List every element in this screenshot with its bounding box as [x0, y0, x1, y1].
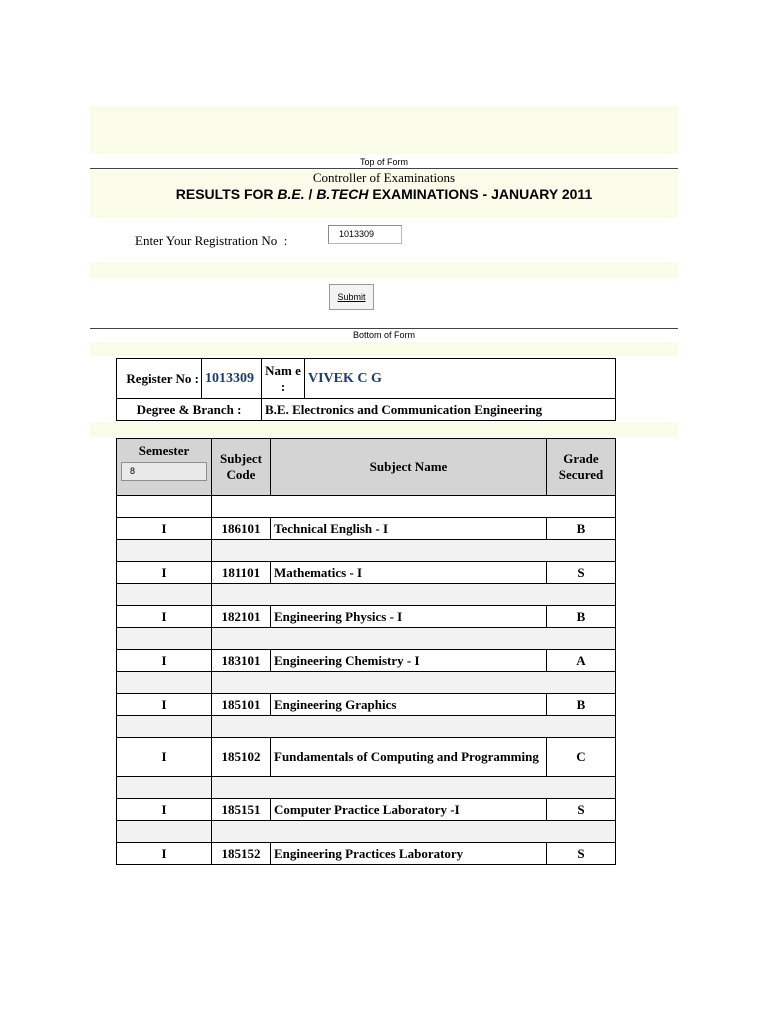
- grade-cell: A: [547, 650, 616, 672]
- subject-name-cell: Technical English - I: [271, 518, 547, 540]
- top-divider: [90, 168, 678, 169]
- subject-code-cell: 183101: [212, 650, 271, 672]
- subject-code-cell: 186101: [212, 518, 271, 540]
- table-row: [117, 799, 616, 821]
- semester-cell: I: [117, 606, 212, 628]
- subject-name-cell: Fundamentals of Computing and Programming: [271, 738, 547, 777]
- title-sep: /: [304, 186, 317, 202]
- spacer-cell: [117, 716, 212, 738]
- grade-cell: S: [547, 562, 616, 584]
- semester-cell: I: [117, 518, 212, 540]
- semester-select[interactable]: 8: [121, 462, 207, 481]
- table-row: [117, 843, 616, 865]
- grade-cell: B: [547, 694, 616, 716]
- spacer-row: [117, 628, 616, 650]
- student-info-table: [116, 358, 616, 421]
- degree-label: Degree & Branch :: [117, 399, 262, 421]
- degree-row: [117, 399, 616, 421]
- subject-code-cell: 185152: [212, 843, 271, 865]
- grade-header: Grade Secured: [547, 439, 616, 496]
- marks-table: [116, 438, 616, 865]
- page-title: [90, 186, 678, 202]
- table-row: [117, 650, 616, 672]
- subject-name-cell: Engineering Practices Laboratory: [271, 843, 547, 865]
- degree-value: B.E. Electronics and Communication Engineering: [262, 399, 616, 421]
- spacer-cell: [212, 628, 616, 650]
- marks-header-row: [117, 439, 616, 496]
- submit-button[interactable]: Submit: [329, 284, 374, 310]
- subject-name-cell: Engineering Physics - I: [271, 606, 547, 628]
- spacer-cell: [212, 821, 616, 843]
- title-btech: B.TECH: [316, 186, 369, 202]
- semester-cell: I: [117, 843, 212, 865]
- mid-band: [90, 262, 678, 278]
- subject-code-header: Subject Code: [212, 439, 271, 496]
- semester-cell: I: [117, 562, 212, 584]
- spacer-cell: [212, 716, 616, 738]
- spacer-cell: [212, 584, 616, 606]
- spacer-cell: [117, 496, 212, 518]
- spacer-row: [117, 496, 616, 518]
- grade-cell: B: [547, 606, 616, 628]
- spacer-cell: [117, 584, 212, 606]
- table-row: [117, 518, 616, 540]
- subject-code-cell: 181101: [212, 562, 271, 584]
- table-row: [117, 606, 616, 628]
- subject-code-cell: 182101: [212, 606, 271, 628]
- bottom-of-form-label: Bottom of Form: [352, 330, 415, 340]
- table-row: [117, 562, 616, 584]
- marks-body: [117, 496, 616, 865]
- grade-cell: B: [547, 518, 616, 540]
- title-suffix: EXAMINATIONS - JANUARY 2011: [368, 186, 593, 202]
- registration-label: Enter Your Registration No :: [135, 233, 288, 248]
- registration-input[interactable]: 1013309: [328, 225, 402, 244]
- title-be: B.E.: [277, 186, 305, 202]
- spacer-row: [117, 540, 616, 562]
- subject-code-cell: 185101: [212, 694, 271, 716]
- register-row: [117, 359, 616, 399]
- controller-title: Controller of Examinations: [312, 170, 456, 185]
- spacer-cell: [117, 777, 212, 799]
- spacer-cell: [117, 540, 212, 562]
- spacer-cell: [212, 777, 616, 799]
- register-no-value: 1013309: [202, 359, 262, 399]
- student-name: VIVEK C G: [305, 359, 616, 399]
- spacer-row: [117, 777, 616, 799]
- table-row: [117, 738, 616, 777]
- subject-name-header: Subject Name: [271, 439, 547, 496]
- spacer-cell: [212, 540, 616, 562]
- subject-name-cell: Computer Practice Laboratory -I: [271, 799, 547, 821]
- subject-code-cell: 185102: [212, 738, 271, 777]
- subject-name-cell: Engineering Chemistry - I: [271, 650, 547, 672]
- spacer-cell: [117, 821, 212, 843]
- spacer-row: [117, 672, 616, 694]
- semester-cell: I: [117, 738, 212, 777]
- spacer-row: [117, 716, 616, 738]
- spacer-cell: [212, 672, 616, 694]
- spacer-cell: [117, 672, 212, 694]
- spacer-cell: [212, 496, 616, 518]
- grade-cell: C: [547, 738, 616, 777]
- spacer-row: [117, 584, 616, 606]
- semester-header: [117, 439, 212, 496]
- semester-cell: I: [117, 650, 212, 672]
- semester-cell: I: [117, 694, 212, 716]
- name-label: Nam e :: [262, 359, 305, 399]
- info-band: [90, 342, 678, 356]
- register-no-label: Register No :: [117, 359, 202, 399]
- top-of-form-label: Top of Form: [359, 157, 408, 167]
- spacer-cell: [117, 628, 212, 650]
- semester-cell: I: [117, 799, 212, 821]
- header-band: [90, 106, 678, 154]
- table-row: [117, 694, 616, 716]
- subject-name-cell: Engineering Graphics: [271, 694, 547, 716]
- bottom-divider: [90, 328, 678, 329]
- title-prefix: RESULTS FOR: [175, 186, 278, 202]
- subject-code-cell: 185151: [212, 799, 271, 821]
- sep-band: [90, 422, 678, 437]
- grade-cell: S: [547, 843, 616, 865]
- spacer-row: [117, 821, 616, 843]
- semester-header-label: Semester: [138, 443, 190, 458]
- subject-name-cell: Mathematics - I: [271, 562, 547, 584]
- grade-cell: S: [547, 799, 616, 821]
